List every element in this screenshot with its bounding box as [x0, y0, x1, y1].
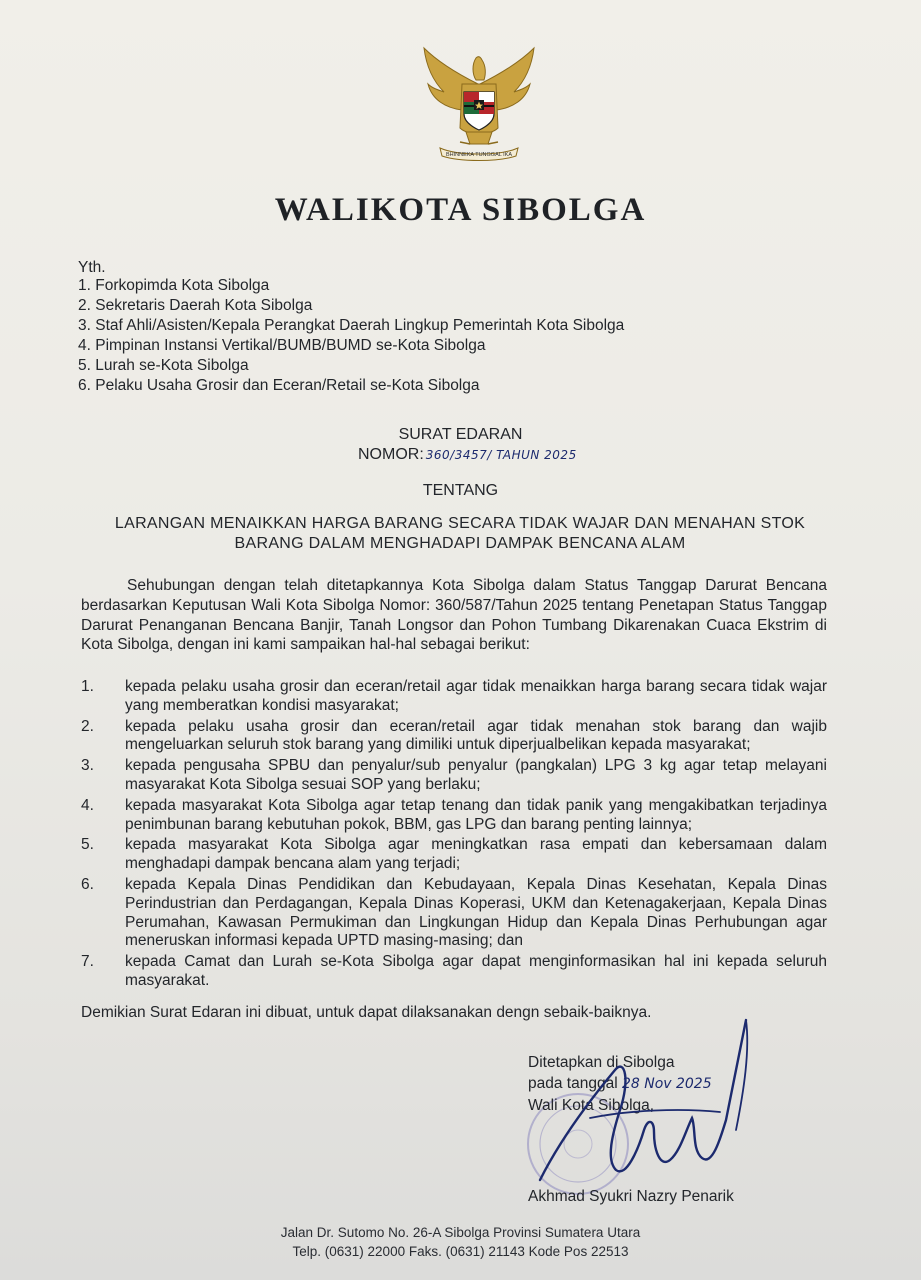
item-number: 3.: [81, 757, 94, 775]
recipient-item: 6. Pelaku Usaha Grosir dan Eceran/Retail se-Kota Sibolga: [78, 377, 480, 394]
page-title: WALIKOTA SIBOLGA: [274, 192, 647, 228]
letter-number-handwritten: 360/3457/ TAHUN 2025: [425, 448, 577, 462]
instruction-item: [81, 797, 827, 835]
item-text: kepada masyarakat Kota Sibolga agar meningkatkan rasa empati dan kebersamaan dalam menghadapi dampak bencana alam yang terjadi;: [125, 836, 827, 873]
signature-date-label: pada tanggal: [528, 1075, 618, 1092]
item-number: 6.: [81, 875, 94, 893]
footer-address: Jalan Dr. Sutomo No. 26-A Sibolga Provinsi Sumatera Utara: [280, 1225, 641, 1240]
signature-position: Wali Kota Sibolga,: [528, 1097, 655, 1114]
item-number: 5.: [81, 836, 94, 854]
signatory-name: Akhmad Syukri Nazry Penarik: [528, 1188, 734, 1205]
salutation: Yth.: [78, 259, 106, 276]
instruction-item: [81, 836, 827, 874]
item-text: kepada Camat dan Lurah se-Kota Sibolga agar dapat menginformasikan hal ini kepada seluruh masyarakat.: [125, 953, 827, 989]
recipient-item: 2. Sekretaris Daerah Kota Sibolga: [78, 297, 313, 314]
letter-number-label: NOMOR:: [358, 446, 424, 463]
recipient-item: 5. Lurah se-Kota Sibolga: [78, 357, 249, 374]
recipient-list: [78, 276, 624, 396]
garuda-emblem-icon: [418, 44, 540, 162]
closing-sentence: Demikian Surat Edaran ini dibuat, untuk dapat dilaksanakan dengn sebaik-baiknya.: [81, 1004, 652, 1021]
item-text: kepada pelaku usaha grosir dan eceran/retail agar tidak menahan stok barang dan wajib mengeluarkan seluruh stok barang yang dimiliki untuk diperjualbelikan kepada masyarakat;: [125, 717, 827, 754]
item-text: kepada Kepala Dinas Pendidikan dan Kebudayaan, Kepala Dinas Kesehatan, Kepala Dinas Perindustrian dan Perdagangan, Kepala Dinas Koperasi, UKM dan Ketenagakerjaan, Kepala Dinas Perumahan, Kawasan Permukiman dan Lingkungan Hidup dan Kepala Dinas Perhubungan agar meneruskan informasi kepada UPTD masing-masing; dan: [125, 875, 827, 950]
instruction-list: [81, 678, 827, 993]
handwritten-signature-icon: [520, 1010, 780, 1200]
letter-subject: [60, 514, 860, 554]
svg-text:BHINNEKA TUNGGAL IKA: BHINNEKA TUNGGAL IKA: [445, 152, 513, 158]
letter-number: [358, 446, 577, 464]
instruction-item: [81, 953, 827, 991]
recipient-item: 4. Pimpinan Instansi Vertikal/BUMB/BUMD se-Kota Sibolga: [78, 337, 486, 354]
recipient-item: 1. Forkopimda Kota Sibolga: [78, 277, 270, 294]
item-text: kepada pengusaha SPBU dan penyalur/sub penyalur (pangkalan) LPG 3 kg agar tetap melayani masyarakat Kota Sibolga sesuai SOP yang berlaku;: [125, 757, 827, 793]
letter-type: SURAT EDARAN: [398, 426, 523, 443]
subject-line-1: LARANGAN MENAIKKAN HARGA BARANG SECARA TIDAK WAJAR DAN MENAHAN STOK: [114, 515, 806, 532]
item-number: 2.: [81, 717, 94, 735]
item-number: 7.: [81, 953, 94, 971]
instruction-item: [81, 718, 827, 756]
item-text: kepada masyarakat Kota Sibolga agar tetap tenang dan tidak panik yang mengakibatkan terjadinya penimbunan barang kebutuhan pokok, BBM, gas LPG dan barang penting lainnya;: [125, 796, 827, 833]
item-number: 4.: [81, 796, 94, 814]
footer-contact: Telp. (0631) 22000 Faks. (0631) 21143 Kode Pos 22513: [292, 1244, 629, 1259]
signature-date-handwritten: 28 Nov 2025: [621, 1076, 712, 1092]
subject-line-2: BARANG DALAM MENGHADAPI DAMPAK BENCANA ALAM: [234, 535, 686, 552]
instruction-item: [81, 876, 827, 951]
item-number: 1.: [81, 678, 94, 695]
instruction-item: [81, 678, 827, 716]
intro-paragraph: Sehubungan dengan telah ditetapkannya Kota Sibolga dalam Status Tanggap Darurat Bencana berdasarkan Keputusan Wali Kota Sibolga Nomor: 360/587/Tahun 2025 tentang Penetapan Status Tanggap Darurat Penanganan Bencana Banjir, Tanah Longsor dan Pohon Tumbang Dikarenakan Cuaca Ekstrim di Kota Sibolga, dengan ini kami sampaikan hal-hal sebagai berikut:: [81, 577, 827, 654]
item-text: kepada pelaku usaha grosir dan eceran/retail agar tidak menaikkan harga barang secara tidak wajar yang memberatkan kondisi masyarakat;: [125, 678, 827, 714]
recipient-item: 3. Staf Ahli/Asisten/Kepala Perangkat Daerah Lingkup Pemerintah Kota Sibolga: [78, 317, 625, 334]
instruction-item: [81, 757, 827, 795]
about-label: TENTANG: [422, 482, 499, 499]
signature-place: Ditetapkan di Sibolga: [528, 1054, 675, 1071]
